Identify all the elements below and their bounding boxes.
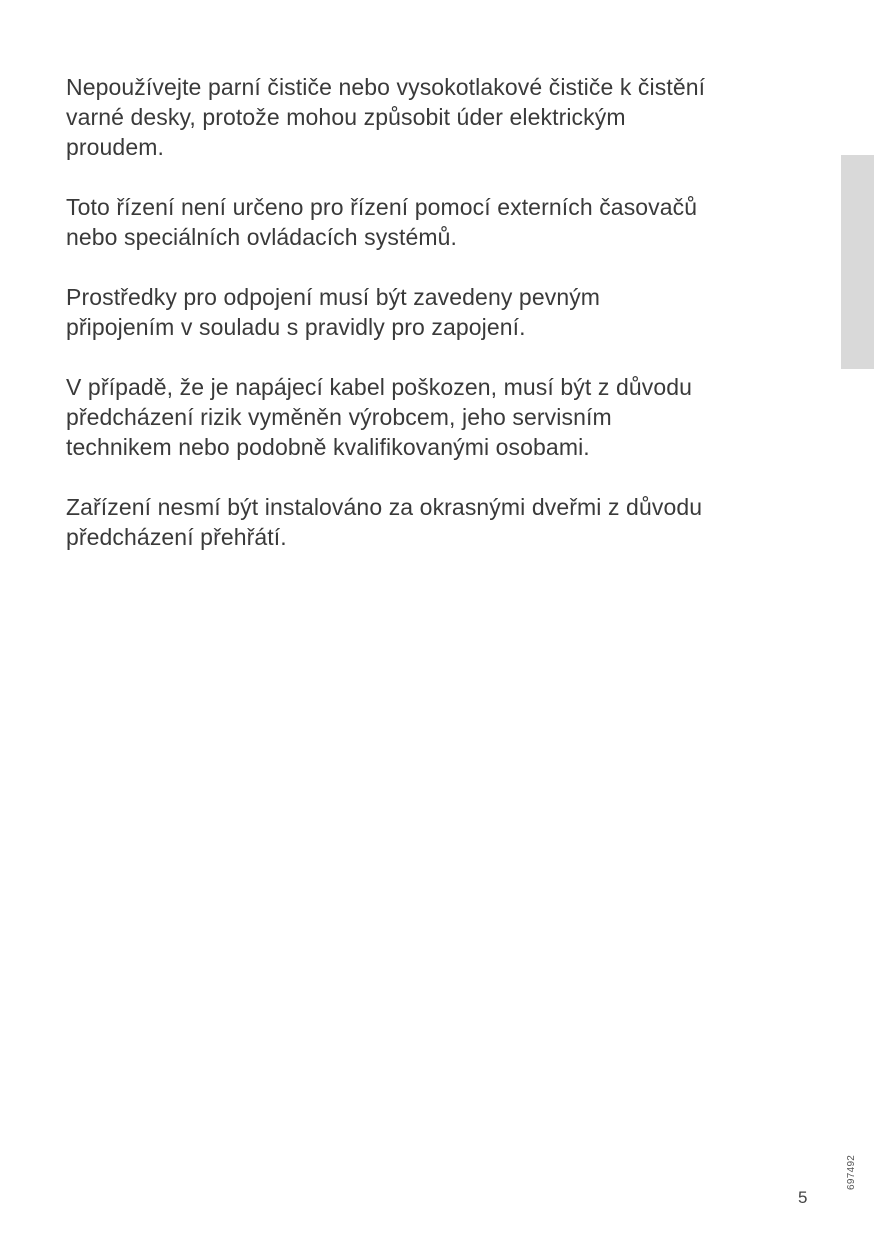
text-line: Toto řízení není určeno pro řízení pomocí externích časovačů xyxy=(66,194,698,220)
text-line: varné desky, protože mohou způsobit úder elektrickým xyxy=(66,104,626,130)
document-code: 697492 xyxy=(846,1154,857,1190)
text-line: V případě, že je napájecí kabel poškozen, musí být z důvodu xyxy=(66,374,693,400)
paragraph-steam-cleaner-warning xyxy=(66,72,806,162)
text-line: nebo speciálních ovládacích systémů. xyxy=(66,224,457,250)
text-line: předcházení rizik vyměněn výrobcem, jeho servisním xyxy=(66,404,612,430)
text-line: Prostředky pro odpojení musí být zavedeny pevným xyxy=(66,284,601,310)
text-line: připojením v souladu s pravidly pro zapojení. xyxy=(66,314,526,340)
text-line: předcházení přehřátí. xyxy=(66,524,287,550)
text-line: Zařízení nesmí být instalováno za okrasnými dveřmi z důvodu xyxy=(66,494,703,520)
section-tab-marker xyxy=(841,155,874,369)
paragraph-external-timer-note xyxy=(66,192,806,252)
text-line: technikem nebo podobně kvalifikovanými osobami. xyxy=(66,434,590,460)
paragraph-decorative-door-warning xyxy=(66,492,806,552)
paragraph-disconnection-means xyxy=(66,282,806,342)
text-line: proudem. xyxy=(66,134,164,160)
page-number: 5 xyxy=(798,1188,808,1207)
paragraph-damaged-cable xyxy=(66,372,806,462)
text-line: Nepoužívejte parní čističe nebo vysokotlakové čističe k čistění xyxy=(66,74,706,100)
document-body xyxy=(66,72,806,582)
